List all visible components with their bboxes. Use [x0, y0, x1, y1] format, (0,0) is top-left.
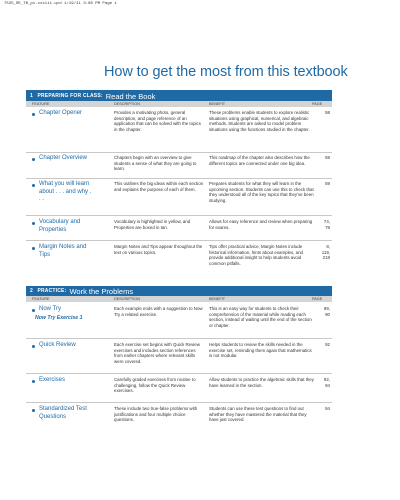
- row-divider: [26, 338, 332, 339]
- page-cell: [312, 377, 330, 388]
- table-row: [26, 110, 332, 150]
- column-header-feature: FEATURE: [32, 297, 50, 301]
- bullet-icon: [32, 184, 35, 187]
- description-cell: This outlines the big ideas within each section and explains the purpose of each of them.: [114, 181, 204, 192]
- table-row: [26, 244, 332, 276]
- table-row: [26, 406, 332, 432]
- feature-cell: [32, 406, 92, 421]
- page-cell: [312, 181, 330, 187]
- page-cell: [312, 110, 330, 116]
- feature-cell: [32, 306, 92, 314]
- print-slug: 7535_RE_TB_pi-xxxiii.qxd 1/19/11 3:08 PM Page i: [4, 2, 117, 6]
- feature-name: Quick Review: [39, 342, 76, 348]
- description-cell: Chapters begin with an overview to give students a sense of what they are going to learn.: [114, 155, 197, 172]
- page-cell: [312, 155, 330, 161]
- page-number: 59: [325, 181, 330, 186]
- feature-cell: [32, 110, 92, 118]
- row-divider: [26, 402, 332, 403]
- row-divider: [26, 178, 332, 179]
- bullet-icon: [32, 309, 35, 312]
- feature-name: Chapter Opener: [39, 110, 83, 116]
- column-header-row: [26, 101, 332, 107]
- column-header-description: DESCRIPTION: [114, 297, 140, 301]
- page-cell: [312, 342, 330, 348]
- feature-name: Now Try: [39, 306, 62, 312]
- section-bar-practice: [26, 286, 332, 296]
- page-cell: [312, 244, 330, 261]
- bullet-icon: [32, 113, 35, 116]
- row-divider: [26, 152, 332, 153]
- row-divider: [26, 215, 332, 216]
- row-divider: [26, 240, 332, 241]
- page-cell: [312, 219, 330, 230]
- page-number: 59: [325, 155, 330, 160]
- now-try-example-label: Now Try Exercise 1: [35, 315, 83, 321]
- page-number: 94: [325, 406, 330, 411]
- description-cell: Margin Notes and Tips appear throughout the text on various topics.: [114, 244, 203, 255]
- page-number: 90: [325, 311, 330, 317]
- feature-cell: [32, 219, 92, 234]
- bullet-icon: [32, 409, 35, 412]
- feature-name: Vocabulary and Properties: [39, 219, 81, 233]
- page-number: 218: [322, 255, 330, 261]
- benefit-cell: Helps students to review the skills needed in the exercise set, reminding them again that mathematics is not modular.: [209, 342, 312, 359]
- column-header-benefit: BENEFIT: [209, 297, 226, 301]
- benefit-cell: Tips offer practical advice, Margin Notes include historical information, hints about examples, and provide additional insight to help students avoid common pitfalls.: [209, 244, 303, 266]
- bullet-icon: [32, 380, 35, 383]
- description-cell: Provides a motivating photo, general description, and page reference of an application that can be solved with the topics in the chapter.: [114, 110, 201, 132]
- table-row: [26, 219, 332, 239]
- benefit-cell: This is an easy way for students to check their comprehension of the material while reading each section, instead of waiting until the end of the section or chapter.: [209, 306, 312, 328]
- description-cell: Vocabulary is highlighted in yellow, and Properties are boxed in tan.: [114, 219, 191, 230]
- feature-name: Exercises: [39, 377, 66, 383]
- feature-cell: [32, 155, 92, 163]
- feature-name: Margin Notes and Tips: [39, 244, 87, 258]
- section-label: PRACTICE:: [37, 288, 67, 294]
- bullet-icon: [32, 158, 35, 161]
- benefit-cell: Allow students to practice the algebraic skills that they have learned in the section.: [209, 377, 314, 388]
- column-header-benefit: BENEFIT: [209, 102, 226, 106]
- section-bar-preparing: [26, 91, 332, 101]
- feature-cell: [32, 342, 92, 350]
- page-number: 8,: [326, 244, 330, 249]
- bullet-icon: [32, 222, 35, 225]
- page-cell: [312, 406, 330, 412]
- page-number: 58: [325, 110, 330, 115]
- description-cell: Each example ends with a suggestion to Now Try a related exercise.: [114, 306, 203, 317]
- page-number: 92: [325, 342, 330, 347]
- table-row: [26, 377, 332, 401]
- feature-cell: [32, 244, 92, 259]
- page-number: 89,: [323, 306, 330, 311]
- table-row: [26, 181, 332, 214]
- page-number: 92,: [323, 377, 330, 382]
- page-number: 94: [325, 382, 330, 388]
- bullet-icon: [32, 247, 35, 250]
- description-cell: Carefully graded exercises from routine to challenging, follow the Quick Review exercises.: [114, 377, 196, 394]
- section-number: 1: [30, 93, 33, 99]
- benefit-cell: These problems enable students to explore realistic situations using graphical, numerical, and algebraic methods. Students are asked to model problem situations using the functions studied in the chapter.: [209, 110, 310, 132]
- row-divider: [26, 373, 332, 374]
- section-title: Read the Book: [105, 91, 156, 101]
- column-header-page: PAGE: [312, 102, 323, 106]
- table-row: [26, 306, 332, 336]
- benefit-cell: Allows for easy reference and review when preparing for exams.: [209, 219, 313, 230]
- column-header-row: [26, 296, 332, 302]
- table-row: [26, 342, 332, 372]
- description-cell: These include two true-false problems with justifications and four multiple choice questions.: [114, 406, 198, 423]
- page-cell: [312, 306, 330, 317]
- benefit-cell: Prepares students for what they will learn in the upcoming section. Students can use this to check that they understood all of the key topics that they've been studying.: [209, 181, 314, 203]
- table-row: [26, 155, 332, 177]
- page-title: How to get the most from this textbook: [104, 64, 348, 80]
- bullet-icon: [32, 345, 35, 348]
- section-label: PREPARING FOR CLASS:: [37, 93, 103, 99]
- feature-name: What you will learn about . . . and why . . .: [39, 181, 92, 202]
- feature-name: Chapter Overview: [39, 155, 88, 161]
- description-cell: Each exercise set begins with Quick Review exercises and includes section references from earlier chapters where relevant skills were covered.: [114, 342, 200, 364]
- column-header-feature: FEATURE: [32, 102, 50, 106]
- column-header-page: PAGE: [312, 297, 323, 301]
- page-number: 79: [325, 224, 330, 230]
- feature-cell: [32, 377, 92, 385]
- benefit-cell: This roadmap of the chapter also describes how the different topics are connected under one big idea.: [209, 155, 310, 166]
- page-number: 74,: [323, 219, 330, 224]
- column-header-description: DESCRIPTION: [114, 102, 140, 106]
- section-title: Work the Problems: [69, 286, 134, 296]
- feature-cell: [32, 181, 92, 204]
- feature-name: Standardized Test Questions: [39, 406, 87, 420]
- section-number: 2: [30, 288, 33, 294]
- benefit-cell: Students can use these test questions to find out whether they have mastered the material that they have just covered.: [209, 406, 307, 423]
- page-number: 119,: [321, 249, 330, 255]
